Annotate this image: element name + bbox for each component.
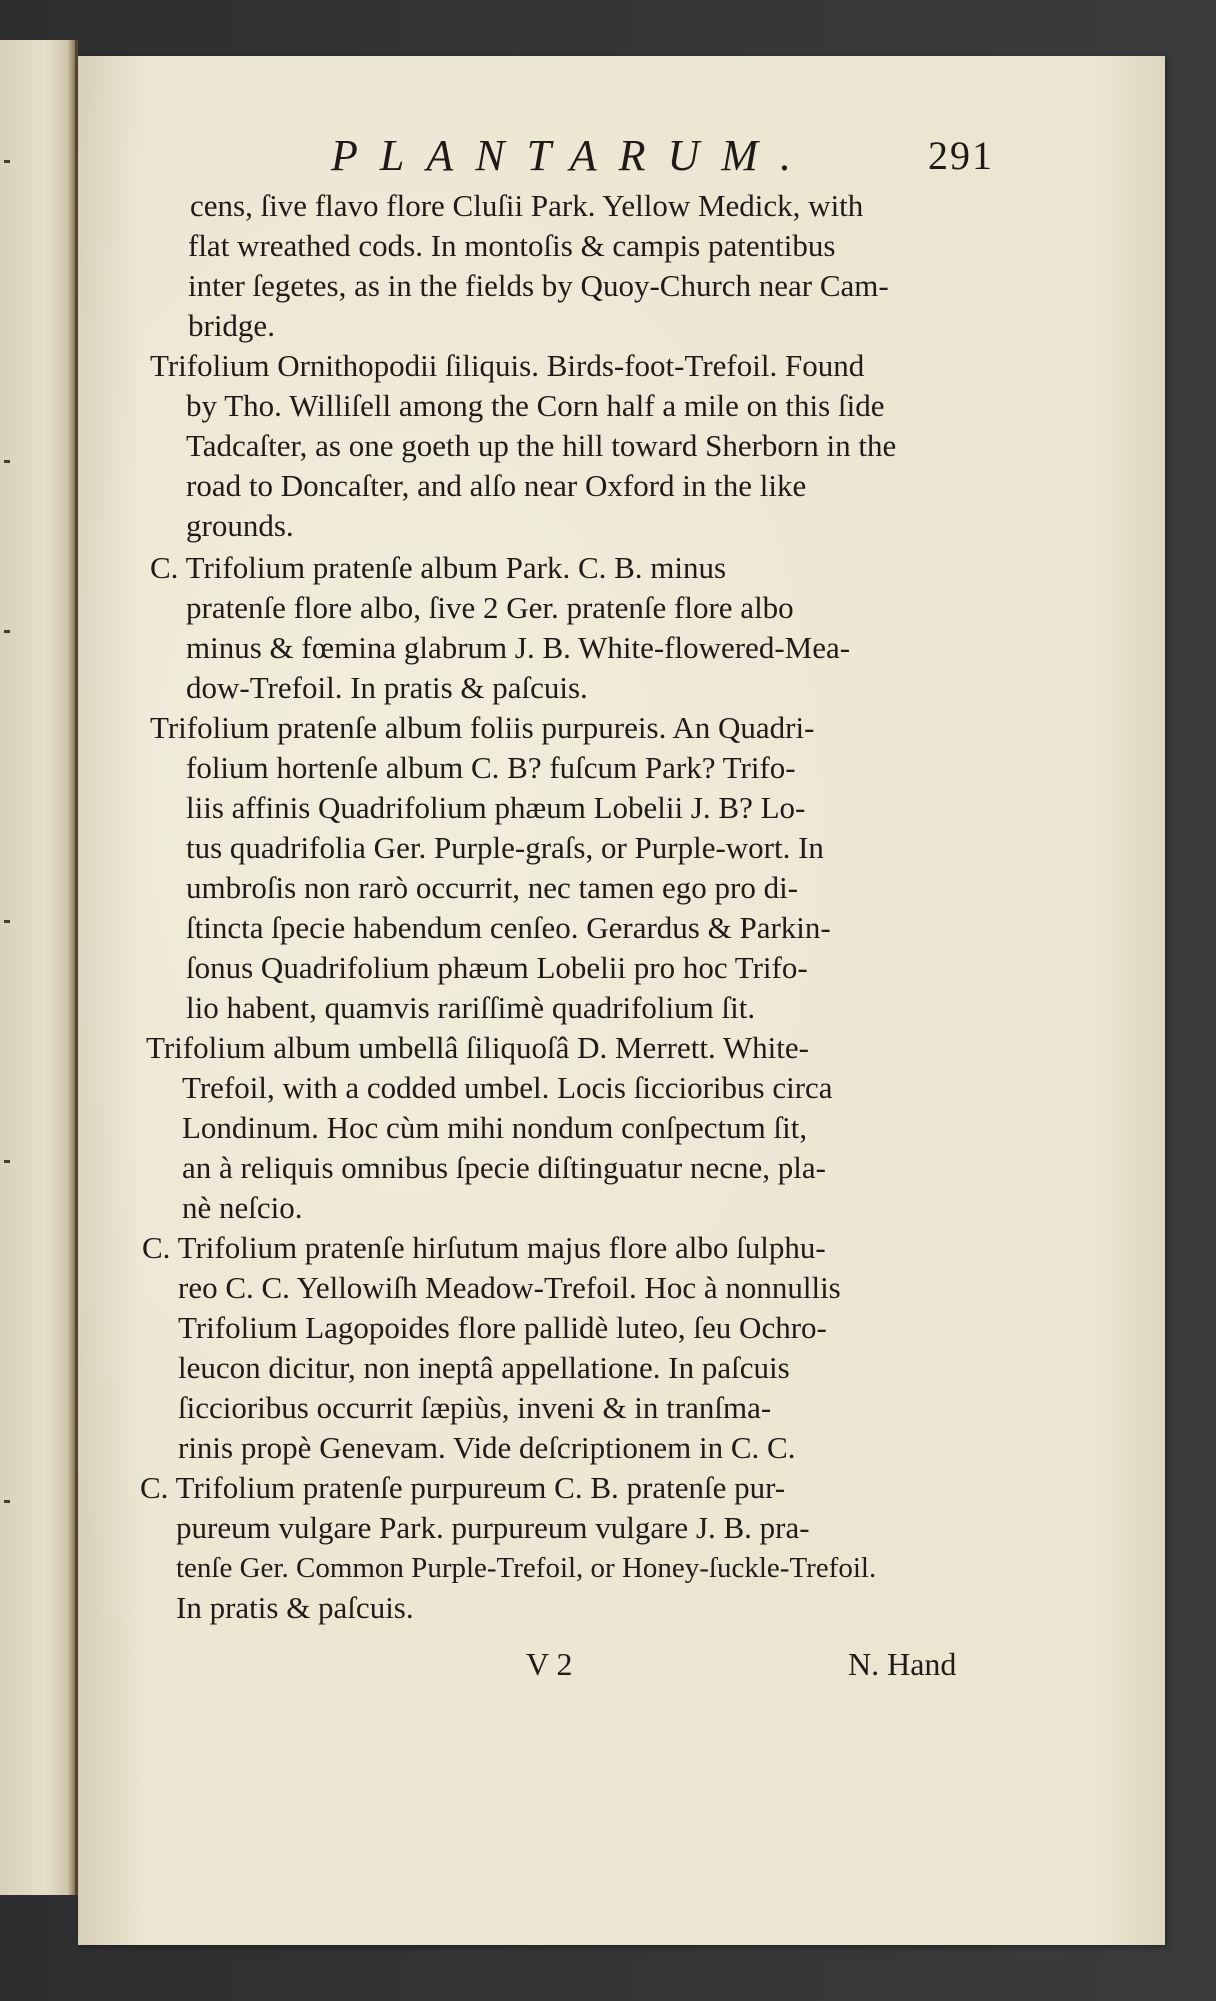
text-line: Trefoil, with a codded umbel. Locis ſiccioribus circa (182, 1070, 833, 1105)
text-line: minus & fœmina glabrum J. B. White-flowered-Mea- (186, 630, 851, 665)
facing-page-mark (4, 630, 10, 633)
text-line: grounds. (186, 508, 294, 543)
text-line: dow-Trefoil. In pratis & paſcuis. (186, 670, 588, 705)
text-line: nè neſcio. (182, 1190, 303, 1225)
page-number: 291 (928, 133, 994, 178)
facing-page-mark (4, 1500, 10, 1503)
text-line: ſiccioribus occurrit ſæpiùs, inveni & in tranſma- (178, 1390, 772, 1425)
text-line: Londinum. Hoc cùm mihi nondum conſpectum ſit, (182, 1110, 808, 1145)
text-line: bridge. (188, 308, 275, 343)
facing-page-edge (0, 40, 78, 1895)
text-line: reo C. C. Yellowiſh Meadow-Trefoil. Hoc à nonnullis (178, 1270, 841, 1305)
text-line: liis affinis Quadrifolium phæum Lobelii J. B? Lo- (186, 790, 806, 825)
text-line: pratenſe flore albo, ſive 2 Ger. pratenſe flore albo (186, 590, 794, 625)
text-line: road to Doncaſter, and alſo near Oxford in the like (186, 468, 807, 503)
running-title: PLANTARUM. (331, 131, 813, 180)
text-line: folium hortenſe album C. B? fuſcum Park? Trifo- (186, 750, 796, 785)
facing-page-mark (4, 160, 10, 163)
text-line: rinis propè Genevam. Vide deſcriptionem in C. C. (178, 1430, 796, 1465)
text-line: inter ſegetes, as in the fields by Quoy-Church near Cam- (188, 268, 889, 303)
facing-page-mark (4, 1160, 10, 1163)
text-line: Trifolium Lagopoides flore pallidè luteo, ſeu Ochro- (178, 1310, 827, 1345)
page-footer (78, 1646, 1165, 1690)
text-line: ſtincta ſpecie habendum cenſeo. Gerardus & Parkin- (186, 910, 831, 945)
text-line: ſonus Quadrifolium phæum Lobelii pro hoc Trifo- (186, 950, 808, 985)
text-line: by Tho. Williſell among the Corn half a mile on this ſide (186, 388, 885, 423)
text-line: flat wreathed cods. In montoſis & campis patentibus (188, 228, 836, 263)
text-line: tenſe Ger. Common Purple-Trefoil, or Honey-ſuckle-Trefoil. (176, 1552, 877, 1584)
text-line: cens, ſive flavo flore Cluſii Park. Yellow Medick, with (190, 188, 864, 223)
text-line: Trifolium pratenſe album foliis purpureis. An Quadri- (150, 710, 815, 745)
text-line: umbroſis non rarò occurrit, nec tamen ego pro di- (186, 870, 799, 905)
facing-page-mark (4, 920, 10, 923)
text-line: leucon dicitur, non ineptâ appellatione. In paſcuis (178, 1350, 790, 1385)
book-page (78, 56, 1165, 1945)
text-line: Trifolium Ornithopodii ſiliquis. Birds-foot-Trefoil. Found (150, 348, 865, 383)
signature-mark: V 2 (526, 1646, 573, 1682)
text-line: lio habent, quamvis rariſſimè quadrifolium ſit. (186, 990, 756, 1025)
page-header (78, 130, 1165, 190)
catchword: N. Hand (848, 1646, 957, 1682)
text-line: C. Trifolium pratenſe purpureum C. B. pratenſe pur- (140, 1470, 786, 1505)
text-line: an à reliquis omnibus ſpecie diſtinguatur necne, pla- (182, 1150, 826, 1185)
text-line: pureum vulgare Park. purpureum vulgare J. B. pra- (176, 1510, 810, 1545)
text-line: Trifolium album umbellâ ſiliquoſâ D. Merrett. White- (146, 1030, 809, 1065)
text-line: In pratis & paſcuis. (176, 1590, 414, 1625)
text-line: C. Trifolium pratenſe album Park. C. B. minus (150, 550, 727, 585)
text-line: tus quadrifolia Ger. Purple-graſs, or Purple-wort. In (186, 830, 824, 865)
facing-page-mark (4, 460, 10, 463)
text-line: C. Trifolium pratenſe hirſutum majus flore albo ſulphu- (142, 1230, 826, 1265)
text-line: Tadcaſter, as one goeth up the hill toward Sherborn in the (186, 428, 897, 463)
